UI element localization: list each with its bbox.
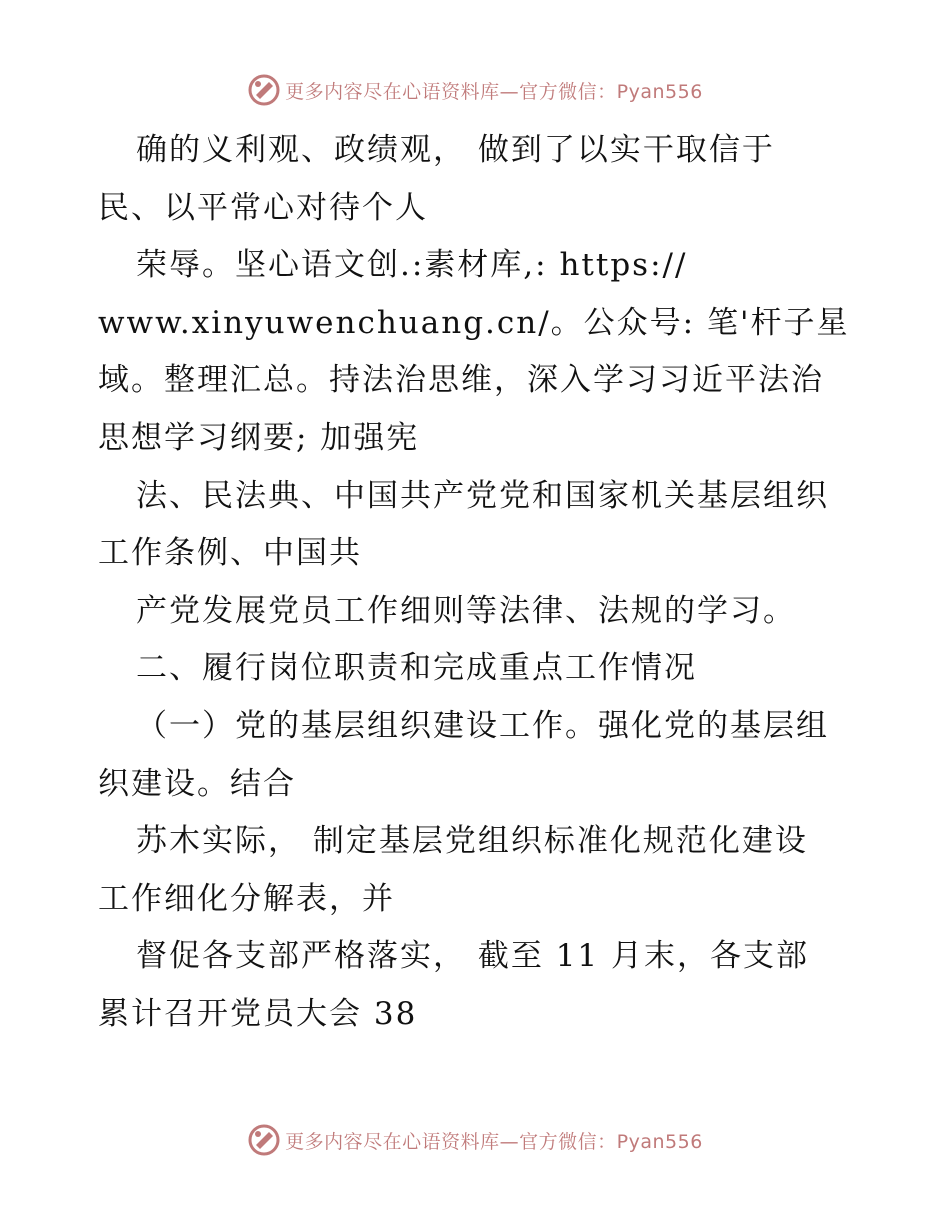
text-line: 法、民法典、中国共产党党和国家机关基层组织 [136, 477, 829, 514]
footer-watermark [0, 1120, 950, 1160]
seal-icon [247, 73, 281, 107]
section-heading: 二、履行岗位职责和完成重点工作情况 [136, 650, 697, 687]
text-line: 思想学习纲要; 加强宪 [98, 419, 420, 456]
text-line: 产党发展党员工作细则等法律、法规的学习。 [136, 592, 796, 629]
text-line: 工作条例、中国共 [98, 535, 362, 572]
text-line: 织建设。结合 [98, 765, 296, 802]
text-line: 域。整理汇总。持法治思维，深入学习习近平法治 [98, 362, 824, 399]
text-line: 民、以平常心对待个人 [98, 189, 428, 226]
document-body [98, 122, 878, 1044]
text-line: 累计召开党员大会 38 [98, 995, 418, 1032]
watermark-text: 更多内容尽在心语资料库—官方微信：Pyan556 [285, 80, 703, 103]
text-line: www.xinyuwenchuang.cn/。公众号: 笔'杆子星 [98, 304, 850, 341]
text-line: 荣辱。坚心语文创.:素材库,: https:// [136, 247, 688, 284]
header-watermark [0, 70, 950, 110]
seal-icon [247, 1123, 281, 1157]
text-line: 确的义利观、政绩观， 做到了以实干取信于 [136, 132, 775, 168]
text-line: 工作细化分解表，并 [98, 880, 395, 917]
watermark-text: 更多内容尽在心语资料库—官方微信：Pyan556 [285, 1130, 703, 1153]
subsection-heading: （一）党的基层组织建设工作。强化党的基层组 [136, 707, 829, 744]
text-line: 督促各支部严格落实， 截至 11 月末，各支部 [136, 938, 810, 975]
text-line: 苏木实际， 制定基层党组织标准化规范化建设 [136, 823, 808, 860]
